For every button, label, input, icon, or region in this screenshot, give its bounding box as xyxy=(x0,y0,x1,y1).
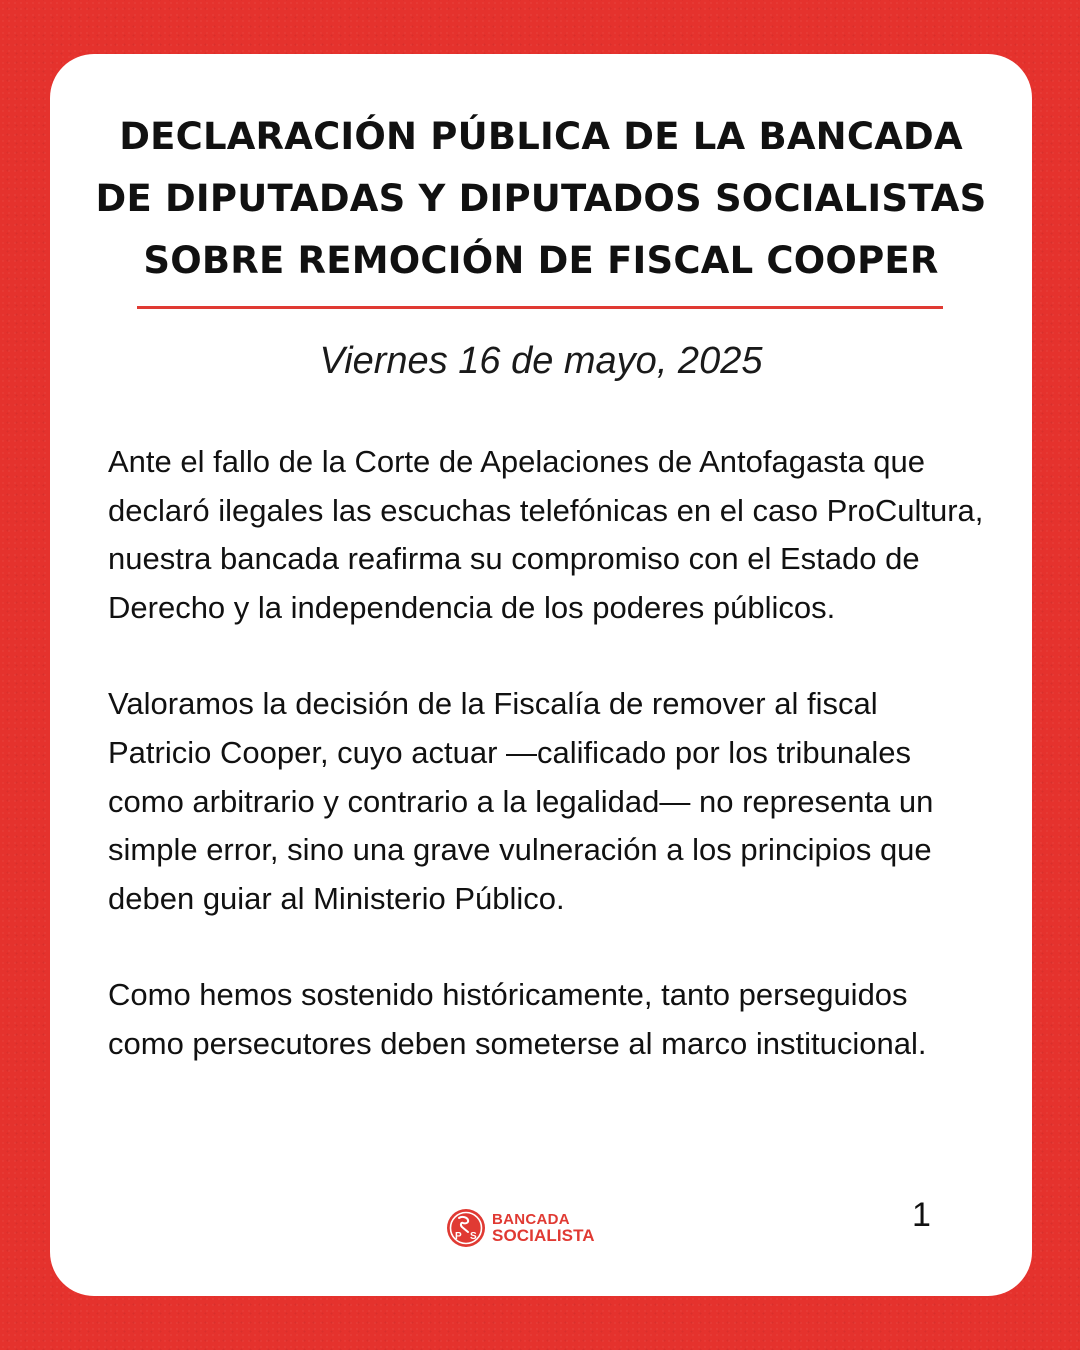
logo-line-2: SOCIALISTA xyxy=(492,1226,595,1245)
svg-text:P: P xyxy=(455,1231,462,1242)
page-number: 1 xyxy=(912,1196,931,1234)
paragraph-2: Valoramos la decisión de la Fiscalía de remover al fiscal Patricio Cooper, cuyo actuar —calificado por los tribunales como arbitrario y contrario a la legalidad— no representa un simple error, sino una grave vulneración a los principios que deben guiar al Ministerio Público. xyxy=(108,686,934,916)
title-line-1: DECLARACIÓN PÚBLICA DE LA BANCADA xyxy=(119,115,963,158)
title-divider xyxy=(137,306,943,309)
svg-text:S: S xyxy=(470,1231,477,1242)
paragraph-3: Como hemos sostenido históricamente, tanto perseguidos como persecutores deben someterse al marco institucional. xyxy=(108,977,927,1061)
paragraph-1: Ante el fallo de la Corte de Apelaciones de Antofagasta que declaró ilegales las escuchas telefónicas en el caso ProCultura, nuestra bancada reafirma su compromiso con el Estado de Derecho y la independencia de los poderes públicos. xyxy=(108,444,984,625)
logo-line-1: BANCADA xyxy=(492,1211,570,1228)
declaration-body xyxy=(108,438,988,1117)
declaration-date: Viernes 16 de mayo, 2025 xyxy=(319,340,763,382)
declaration-card xyxy=(50,54,1032,1296)
logo-wordmark xyxy=(492,1212,595,1244)
ps-rose-logo-icon xyxy=(446,1208,486,1248)
title-line-2: DE DIPUTADAS Y DIPUTADOS SOCIALISTAS xyxy=(95,177,987,220)
title-line-3: SOBRE REMOCIÓN DE FISCAL COOPER xyxy=(143,239,939,282)
bancada-socialista-logo xyxy=(446,1207,595,1249)
declaration-title xyxy=(50,106,1032,292)
